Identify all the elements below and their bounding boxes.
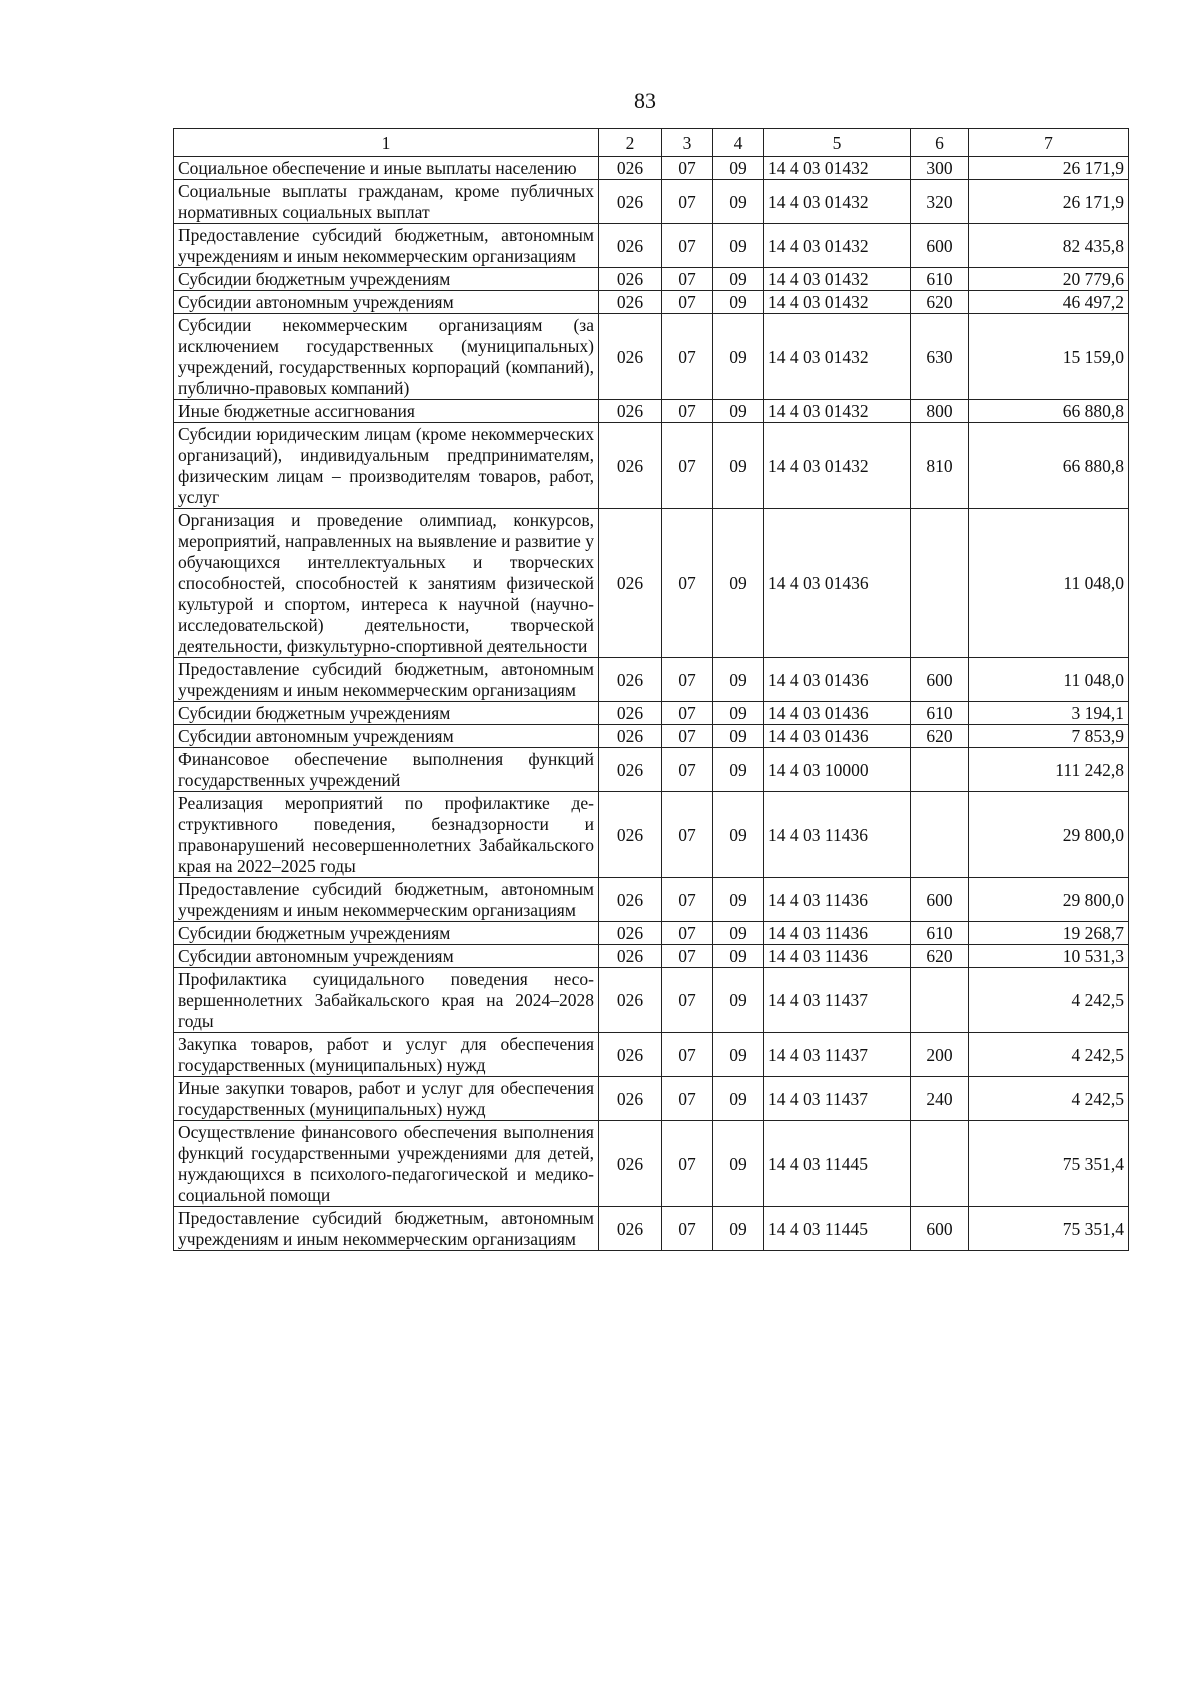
row-ministry-code: 026	[599, 725, 662, 748]
row-ministry-code: 026	[599, 748, 662, 792]
row-target-article: 14 4 03 11436	[764, 922, 911, 945]
row-amount: 66 880,8	[969, 400, 1129, 423]
table-row	[174, 968, 1129, 1033]
table-row	[174, 423, 1129, 509]
row-subsection: 09	[713, 658, 764, 702]
budget-table	[173, 128, 1129, 1251]
row-section: 07	[662, 400, 713, 423]
page-number: 83	[634, 88, 656, 113]
row-name: Предоставление субсидий бюджетным, автономным учреждениям и иным некоммерческим организациям	[174, 1207, 599, 1251]
row-section: 07	[662, 314, 713, 400]
row-target-article: 14 4 03 01432	[764, 224, 911, 268]
row-expense-type: 600	[911, 878, 969, 922]
row-name: Иные закупки товаров, работ и услуг для обеспечения государственных (муниципальных) нужд	[174, 1077, 599, 1121]
header-col-2: 2	[599, 129, 662, 157]
row-section: 07	[662, 1077, 713, 1121]
row-target-article: 14 4 03 01432	[764, 400, 911, 423]
row-ministry-code: 026	[599, 157, 662, 180]
row-target-article: 14 4 03 10000	[764, 748, 911, 792]
row-amount: 111 242,8	[969, 748, 1129, 792]
row-target-article: 14 4 03 01436	[764, 658, 911, 702]
row-subsection: 09	[713, 400, 764, 423]
row-name: Субсидии бюджетным учреждениям	[174, 702, 599, 725]
table-row	[174, 314, 1129, 400]
row-subsection: 09	[713, 1121, 764, 1207]
row-ministry-code: 026	[599, 314, 662, 400]
row-subsection: 09	[713, 509, 764, 658]
row-subsection: 09	[713, 268, 764, 291]
row-ministry-code: 026	[599, 423, 662, 509]
row-ministry-code: 026	[599, 400, 662, 423]
row-subsection: 09	[713, 1077, 764, 1121]
row-section: 07	[662, 922, 713, 945]
row-section: 07	[662, 224, 713, 268]
row-section: 07	[662, 157, 713, 180]
row-subsection: 09	[713, 748, 764, 792]
row-amount: 82 435,8	[969, 224, 1129, 268]
row-target-article: 14 4 03 01436	[764, 725, 911, 748]
row-target-article: 14 4 03 11445	[764, 1207, 911, 1251]
table-row	[174, 792, 1129, 878]
row-subsection: 09	[713, 291, 764, 314]
row-name: Организация и проведение олимпиад, конкурсов, мероприятий, направленных на выявление и развитие у обучающихся интеллектуальных и творческих способностей, способностей к занятиям физической культурой и спортом, интереса к научной (научно-исследовательской) деятельности, творческой деятельности, физкультурно-спортивной деятельности	[174, 509, 599, 658]
row-target-article: 14 4 03 01436	[764, 702, 911, 725]
header-col-7: 7	[969, 129, 1129, 157]
row-name: Осуществление финансового обеспечения выполнения функций государственными учреждениями для детей, нуждающихся в психолого-педагогической и медико-социальной помощи	[174, 1121, 599, 1207]
row-subsection: 09	[713, 945, 764, 968]
table-row	[174, 878, 1129, 922]
header-row	[174, 129, 1129, 157]
row-section: 07	[662, 509, 713, 658]
row-amount: 26 171,9	[969, 157, 1129, 180]
table-row	[174, 922, 1129, 945]
row-ministry-code: 026	[599, 1207, 662, 1251]
row-target-article: 14 4 03 11437	[764, 1077, 911, 1121]
row-subsection: 09	[713, 1033, 764, 1077]
row-name: Социальное обеспечение и иные выплаты населению	[174, 157, 599, 180]
row-expense-type: 620	[911, 725, 969, 748]
row-ministry-code: 026	[599, 1033, 662, 1077]
row-name: Субсидии автономным учреждениям	[174, 945, 599, 968]
row-amount: 11 048,0	[969, 658, 1129, 702]
row-section: 07	[662, 702, 713, 725]
row-section: 07	[662, 945, 713, 968]
row-expense-type: 320	[911, 180, 969, 224]
table-row	[174, 268, 1129, 291]
row-amount: 20 779,6	[969, 268, 1129, 291]
row-subsection: 09	[713, 423, 764, 509]
header-col-6: 6	[911, 129, 969, 157]
row-section: 07	[662, 725, 713, 748]
table-row	[174, 945, 1129, 968]
row-section: 07	[662, 748, 713, 792]
row-ministry-code: 026	[599, 658, 662, 702]
row-section: 07	[662, 968, 713, 1033]
row-amount: 29 800,0	[969, 878, 1129, 922]
header-col-1: 1	[174, 129, 599, 157]
row-name: Предоставление субсидий бюджетным, автономным учреждениям и иным некоммерческим организациям	[174, 878, 599, 922]
row-target-article: 14 4 03 11437	[764, 968, 911, 1033]
row-ministry-code: 026	[599, 702, 662, 725]
row-subsection: 09	[713, 878, 764, 922]
row-ministry-code: 026	[599, 1121, 662, 1207]
row-amount: 11 048,0	[969, 509, 1129, 658]
row-name: Субсидии бюджетным учреждениям	[174, 922, 599, 945]
row-name: Субсидии некоммерческим организациям (за исключением государственных (муниципальных) учреждений, государственных корпораций (компаний), публично-правовых компаний)	[174, 314, 599, 400]
row-section: 07	[662, 268, 713, 291]
row-ministry-code: 026	[599, 180, 662, 224]
row-section: 07	[662, 1207, 713, 1251]
table-row	[174, 658, 1129, 702]
row-target-article: 14 4 03 11437	[764, 1033, 911, 1077]
row-section: 07	[662, 1033, 713, 1077]
row-section: 07	[662, 423, 713, 509]
row-subsection: 09	[713, 224, 764, 268]
row-amount: 4 242,5	[969, 1077, 1129, 1121]
row-target-article: 14 4 03 11436	[764, 792, 911, 878]
table-row	[174, 1033, 1129, 1077]
row-name: Реализация мероприятий по профилактике деструктивного поведения, безнадзорности и правонарушений несовершеннолетних Забайкальского края на 2022–2025 годы	[174, 792, 599, 878]
row-expense-type: 300	[911, 157, 969, 180]
row-amount: 19 268,7	[969, 922, 1129, 945]
row-name: Закупка товаров, работ и услуг для обеспечения государственных (муниципальных) нужд	[174, 1033, 599, 1077]
row-amount: 7 853,9	[969, 725, 1129, 748]
row-name: Предоставление субсидий бюджетным, автономным учреждениям и иным некоммерческим организациям	[174, 224, 599, 268]
table-row	[174, 180, 1129, 224]
row-subsection: 09	[713, 792, 764, 878]
table-row	[174, 725, 1129, 748]
row-expense-type: 600	[911, 658, 969, 702]
row-name: Социальные выплаты гражданам, кроме публичных нормативных социальных выплат	[174, 180, 599, 224]
row-section: 07	[662, 1121, 713, 1207]
row-section: 07	[662, 878, 713, 922]
row-amount: 10 531,3	[969, 945, 1129, 968]
row-name: Предоставление субсидий бюджетным, автономным учреждениям и иным некоммерческим организациям	[174, 658, 599, 702]
row-subsection: 09	[713, 180, 764, 224]
row-expense-type: 610	[911, 268, 969, 291]
row-ministry-code: 026	[599, 922, 662, 945]
row-target-article: 14 4 03 01432	[764, 180, 911, 224]
row-subsection: 09	[713, 1207, 764, 1251]
row-section: 07	[662, 658, 713, 702]
row-subsection: 09	[713, 157, 764, 180]
row-target-article: 14 4 03 11445	[764, 1121, 911, 1207]
row-amount: 46 497,2	[969, 291, 1129, 314]
row-ministry-code: 026	[599, 878, 662, 922]
row-expense-type	[911, 792, 969, 878]
row-expense-type: 600	[911, 224, 969, 268]
row-amount: 66 880,8	[969, 423, 1129, 509]
row-subsection: 09	[713, 314, 764, 400]
row-target-article: 14 4 03 01432	[764, 423, 911, 509]
row-expense-type: 600	[911, 1207, 969, 1251]
row-ministry-code: 026	[599, 509, 662, 658]
row-target-article: 14 4 03 01432	[764, 314, 911, 400]
header-col-4: 4	[713, 129, 764, 157]
row-target-article: 14 4 03 01436	[764, 509, 911, 658]
row-name: Субсидии автономным учреждениям	[174, 291, 599, 314]
row-name: Субсидии автономным учреждениям	[174, 725, 599, 748]
table-row	[174, 400, 1129, 423]
row-expense-type: 610	[911, 702, 969, 725]
header-col-3: 3	[662, 129, 713, 157]
table-row	[174, 509, 1129, 658]
row-subsection: 09	[713, 922, 764, 945]
row-expense-type: 200	[911, 1033, 969, 1077]
row-subsection: 09	[713, 702, 764, 725]
table-row	[174, 748, 1129, 792]
table-row	[174, 702, 1129, 725]
row-ministry-code: 026	[599, 792, 662, 878]
row-amount: 26 171,9	[969, 180, 1129, 224]
row-expense-type	[911, 968, 969, 1033]
row-amount: 3 194,1	[969, 702, 1129, 725]
row-expense-type	[911, 1121, 969, 1207]
row-expense-type	[911, 748, 969, 792]
row-ministry-code: 026	[599, 1077, 662, 1121]
row-amount: 15 159,0	[969, 314, 1129, 400]
row-expense-type: 810	[911, 423, 969, 509]
row-ministry-code: 026	[599, 291, 662, 314]
row-name: Субсидии бюджетным учреждениям	[174, 268, 599, 291]
row-amount: 75 351,4	[969, 1121, 1129, 1207]
table-row	[174, 1121, 1129, 1207]
row-target-article: 14 4 03 11436	[764, 945, 911, 968]
row-target-article: 14 4 03 11436	[764, 878, 911, 922]
row-name: Финансовое обеспечение выполнения функций государственных учреждений	[174, 748, 599, 792]
row-amount: 75 351,4	[969, 1207, 1129, 1251]
row-amount: 4 242,5	[969, 1033, 1129, 1077]
row-expense-type	[911, 509, 969, 658]
row-subsection: 09	[713, 725, 764, 748]
row-amount: 29 800,0	[969, 792, 1129, 878]
row-target-article: 14 4 03 01432	[764, 157, 911, 180]
table-row	[174, 1207, 1129, 1251]
table-row	[174, 291, 1129, 314]
row-expense-type: 620	[911, 945, 969, 968]
row-ministry-code: 026	[599, 968, 662, 1033]
row-amount: 4 242,5	[969, 968, 1129, 1033]
row-name: Иные бюджетные ассигнования	[174, 400, 599, 423]
row-target-article: 14 4 03 01432	[764, 291, 911, 314]
row-expense-type: 610	[911, 922, 969, 945]
row-ministry-code: 026	[599, 945, 662, 968]
row-expense-type: 620	[911, 291, 969, 314]
row-target-article: 14 4 03 01432	[764, 268, 911, 291]
row-expense-type: 800	[911, 400, 969, 423]
row-ministry-code: 026	[599, 224, 662, 268]
row-expense-type: 630	[911, 314, 969, 400]
row-section: 07	[662, 291, 713, 314]
row-name: Профилактика суицидального поведения несовершеннолетних Забайкальского края на 2024–2028 годы	[174, 968, 599, 1033]
table-row	[174, 1077, 1129, 1121]
row-name: Субсидии юридическим лицам (кроме некоммерческих организаций), индивидуальным предпринимателям, физическим лицам – производителям товаров, работ, услуг	[174, 423, 599, 509]
header-col-5: 5	[764, 129, 911, 157]
table-row	[174, 157, 1129, 180]
row-section: 07	[662, 180, 713, 224]
table-row	[174, 224, 1129, 268]
row-expense-type: 240	[911, 1077, 969, 1121]
row-subsection: 09	[713, 968, 764, 1033]
row-ministry-code: 026	[599, 268, 662, 291]
row-section: 07	[662, 792, 713, 878]
